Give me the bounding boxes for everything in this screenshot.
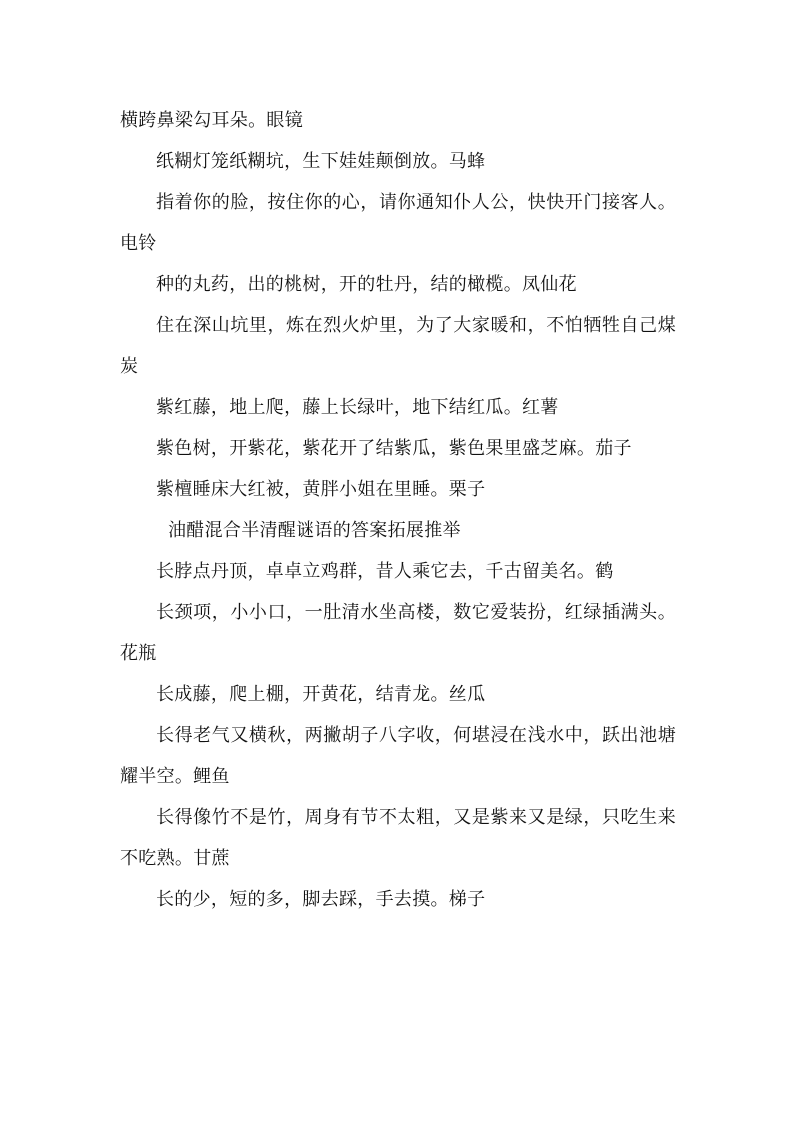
section-heading: 油醋混合半清醒谜语的答案拓展推举 bbox=[168, 520, 461, 541]
riddle-paragraph-carp: 长得老气又横秋，两撇胡子八字收，何堪浸在浅水中，跃出池塘耀半空。鲤鱼 bbox=[120, 725, 676, 787]
riddle-paragraph-coal: 住在深山坑里，炼在烈火炉里，为了大家暖和，不怕牺牲自己煤炭 bbox=[120, 315, 676, 377]
riddle-paragraph-wasp: 纸糊灯笼纸糊坑，生下娃娃颠倒放。马蜂 bbox=[156, 151, 486, 172]
riddle-paragraph-balsam: 种的丸药，出的桃树，开的牡丹，结的橄榄。凤仙花 bbox=[156, 274, 577, 295]
riddle-paragraph-sweet-potato: 紫红藤，地上爬，藤上长绿叶，地下结红瓜。红薯 bbox=[156, 397, 559, 418]
riddle-paragraph-vase: 长颈项，小小口，一肚清水坐高楼，数它爱装扮，红绿插满头。花瓶 bbox=[120, 602, 676, 664]
riddle-paragraph-sugarcane: 长得像竹不是竹，周身有节不太粗，又是紫来又是绿，只吃生来不吃熟。甘蔗 bbox=[120, 807, 676, 869]
document-body bbox=[120, 100, 676, 920]
riddle-paragraph-ladder: 长的少，短的多，脚去踩，手去摸。梯子 bbox=[156, 889, 486, 910]
riddle-paragraph-crane: 长脖点丹顶，卓卓立鸡群，昔人乘它去，千古留美名。鹤 bbox=[156, 561, 614, 582]
riddle-paragraph-doorbell: 指着你的脸，按住你的心，请你通知仆人公，快快开门接客人。电铃 bbox=[120, 192, 676, 254]
riddle-paragraph-chestnut: 紫檀睡床大红被，黄胖小姐在里睡。栗子 bbox=[156, 479, 486, 500]
riddle-paragraph-eggplant: 紫色树，开紫花，紫花开了结紫瓜，紫色果里盛芝麻。茄子 bbox=[156, 438, 632, 459]
riddle-paragraph-eyeglasses: 横跨鼻梁勾耳朵。眼镜 bbox=[120, 110, 303, 131]
riddle-paragraph-loofah: 长成藤，爬上棚，开黄花，结青龙。丝瓜 bbox=[156, 684, 486, 705]
